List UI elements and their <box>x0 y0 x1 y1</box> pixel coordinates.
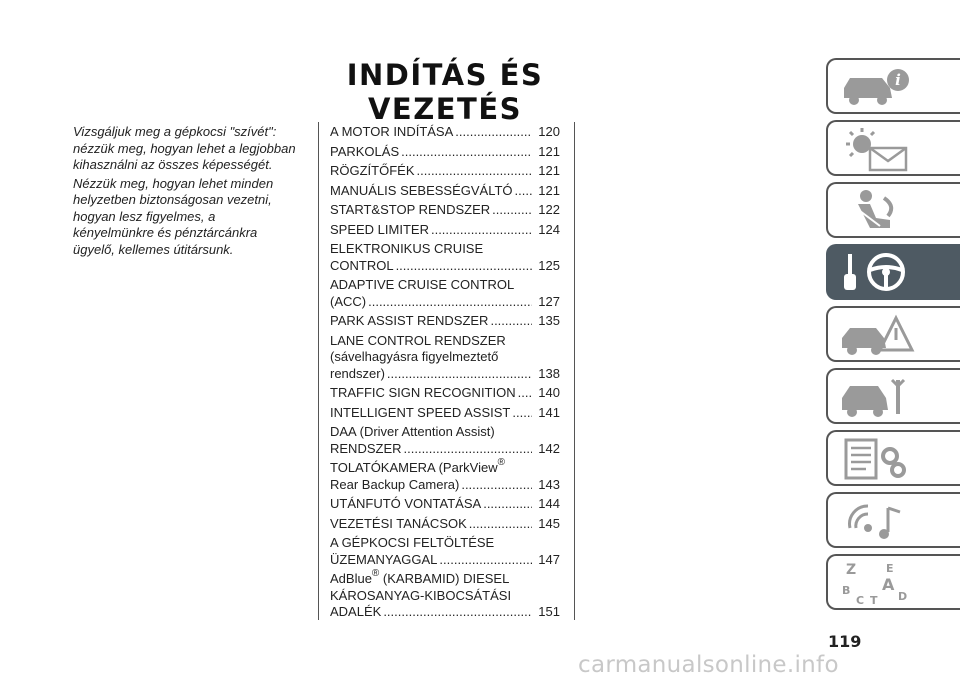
toc-entry-title-line: AdBlue® (KARBAMID) DIESEL <box>330 567 510 586</box>
toc-page-number: 141 <box>538 404 560 420</box>
page-title: INDÍTÁS ÉS VEZETÉS <box>346 58 544 126</box>
toc-entry[interactable] <box>330 124 560 141</box>
toc-page-number: 121 <box>538 182 560 198</box>
toc-entry-row <box>330 313 560 330</box>
toc-entry-title: PARKOLÁS <box>330 143 400 159</box>
column-divider-left <box>318 122 319 620</box>
toc-page-number: 122 <box>538 202 560 217</box>
index-letter: E <box>886 562 894 575</box>
toc-page-number: 135 <box>538 313 560 328</box>
toc-entry-row <box>330 552 560 569</box>
column-divider-right <box>574 122 575 620</box>
index-letter: A <box>882 575 895 594</box>
car-info-icon <box>836 64 916 110</box>
watermark: carmanualsonline.info <box>578 652 839 678</box>
index-letter: T <box>870 594 878 606</box>
toc-leader-dots <box>490 313 532 330</box>
toc-page-number: 125 <box>538 257 560 273</box>
intro-paragraph-1: Vizsgáljuk meg a gépkocsi "szívét": nézzük meg, hogyan lehet a legjobban kihasználni az összes képességét. <box>73 124 296 172</box>
toc-page-number: 127 <box>538 293 560 309</box>
toc-entry-title-line: TOLATÓKAMERA (ParkView® <box>330 456 505 475</box>
toc-leader-dots <box>417 163 533 180</box>
toc-entry-title: RENDSZER <box>330 440 402 456</box>
toc-page-number: 138 <box>538 365 560 381</box>
toc-entry-title: RÖGZÍTŐFÉK <box>330 163 415 178</box>
toc-entry-title: UTÁNFUTÓ VONTATÁSA <box>330 496 482 511</box>
toc-leader-dots <box>401 144 532 161</box>
toc-entry-title: START&STOP RENDSZER <box>330 202 491 217</box>
toc-entry[interactable] <box>330 333 560 383</box>
tab-emergency[interactable] <box>826 306 960 362</box>
key-steering-wheel-icon <box>836 250 916 296</box>
toc-page-number: 124 <box>538 221 560 237</box>
toc-page-number: 121 <box>538 163 560 178</box>
toc-entry-title: INTELLIGENT SPEED ASSIST <box>330 404 511 420</box>
toc-leader-dots <box>483 496 532 513</box>
toc-entry-title-line: A GÉPKOCSI FELTÖLTÉSE <box>330 535 495 550</box>
toc-entry-row <box>330 385 560 402</box>
toc-entry[interactable] <box>330 222 560 239</box>
toc-entry[interactable] <box>330 385 560 402</box>
tab-warning-lights[interactable] <box>826 120 960 176</box>
tab-technical-data[interactable] <box>826 430 960 486</box>
technical-data-icon <box>836 436 916 482</box>
tab-starting-driving[interactable] <box>826 244 960 300</box>
toc-entry-row <box>330 405 560 422</box>
toc-entry-row <box>330 496 560 513</box>
multimedia-icon <box>836 498 916 544</box>
toc-entry[interactable] <box>330 241 560 274</box>
tab-index[interactable] <box>826 554 960 610</box>
tab-multimedia[interactable] <box>826 492 960 548</box>
toc-entry-row <box>330 222 560 239</box>
toc-entry-title-line: ELEKTRONIKUS CRUISE <box>330 241 484 256</box>
toc-leader-dots <box>387 366 532 383</box>
toc-page-number: 151 <box>538 604 560 619</box>
toc-entry[interactable] <box>330 424 560 457</box>
toc-entry[interactable] <box>330 183 560 200</box>
toc-entry-row <box>330 202 560 219</box>
toc-entry-row <box>330 183 560 200</box>
toc-entry[interactable] <box>330 277 560 310</box>
toc-page-number: 142 <box>538 440 560 456</box>
toc-entry-title-line: ADAPTIVE CRUISE CONTROL <box>330 277 515 292</box>
toc-entry-title-line: DAA (Driver Attention Assist) <box>330 424 495 439</box>
toc-entry[interactable] <box>330 163 560 180</box>
toc-entry[interactable] <box>330 535 560 568</box>
toc-entry-row <box>330 124 560 141</box>
page-number: 119 <box>828 632 862 651</box>
toc-page-number: 140 <box>538 385 560 400</box>
toc-entry-title: A MOTOR INDÍTÁSA <box>330 124 454 139</box>
toc-entry[interactable] <box>330 405 560 422</box>
toc-page-number: 144 <box>538 496 560 511</box>
toc-leader-dots <box>431 222 532 239</box>
warning-lights-message-icon <box>836 126 916 172</box>
toc-entry-title: rendszer) <box>330 365 385 381</box>
toc-entry-title: SPEED LIMITER <box>330 221 429 237</box>
toc-entry[interactable] <box>330 567 560 621</box>
toc-entry-title: ADALÉK <box>330 604 382 619</box>
intro-paragraph-2: Nézzük meg, hogyan lehet minden helyzetben biztonságosan vezetni, hogyan lesz figyelmes, a kényelmünkre és pénztárcánkra ügyelő, kellemes útitársunk. <box>73 175 274 257</box>
index-letter: Z <box>846 562 857 578</box>
toc-page-number: 143 <box>538 476 560 492</box>
alphabetical-index-icon <box>836 560 916 606</box>
toc-entry[interactable] <box>330 202 560 219</box>
seat-airbag-icon <box>836 188 916 234</box>
tab-car-info[interactable] <box>826 58 960 114</box>
toc-page-number: 121 <box>538 143 560 159</box>
toc-entry[interactable] <box>330 496 560 513</box>
toc-entry[interactable] <box>330 516 560 533</box>
toc-leader-dots <box>515 183 533 200</box>
toc-entry-title: PARK ASSIST RENDSZER <box>330 313 489 328</box>
toc-entry-row <box>330 441 560 458</box>
table-of-contents <box>330 124 560 624</box>
toc-page-number: 147 <box>538 551 560 567</box>
tab-maintenance[interactable] <box>826 368 960 424</box>
toc-leader-dots <box>461 477 532 494</box>
toc-leader-dots <box>396 258 533 275</box>
toc-entry-title: TRAFFIC SIGN RECOGNITION <box>330 385 516 400</box>
toc-page-number: 120 <box>538 124 560 139</box>
toc-entry-title: VEZETÉSI TANÁCSOK <box>330 515 467 531</box>
toc-leader-dots <box>383 604 532 621</box>
toc-entry-row <box>330 366 560 383</box>
toc-entry-row <box>330 144 560 161</box>
svg-text:i: i <box>895 71 901 89</box>
toc-leader-dots <box>492 202 532 219</box>
toc-entry-row <box>330 163 560 180</box>
chapter-intro <box>73 124 298 260</box>
index-letter: C <box>856 594 865 606</box>
toc-leader-dots <box>518 385 533 402</box>
toc-entry-title: CONTROL <box>330 257 394 273</box>
toc-entry-title: ÜZEMANYAGGAL <box>330 551 438 567</box>
toc-entry-title-line: LANE CONTROL RENDSZER <box>330 332 506 348</box>
toc-entry-row <box>330 604 560 621</box>
toc-entry-title-line: KÁROSANYAG-KIBOCSÁTÁSI <box>330 587 512 603</box>
toc-leader-dots <box>404 441 533 458</box>
toc-leader-dots <box>455 124 532 141</box>
toc-entry[interactable] <box>330 456 560 493</box>
toc-leader-dots <box>512 405 532 422</box>
toc-entry-row <box>330 258 560 275</box>
toc-leader-dots <box>439 552 532 569</box>
toc-page-number: 145 <box>538 515 560 531</box>
toc-entry[interactable] <box>330 144 560 161</box>
toc-entry-row <box>330 294 560 311</box>
toc-entry-title: (ACC) <box>330 293 367 309</box>
tab-safety[interactable] <box>826 182 960 238</box>
toc-entry-row <box>330 516 560 533</box>
toc-leader-dots <box>469 516 533 533</box>
toc-entry-title-line: (sávelhagyásra figyelmeztető <box>330 349 499 364</box>
index-letter: D <box>898 590 908 603</box>
toc-entry[interactable] <box>330 313 560 330</box>
toc-entry-row <box>330 477 560 494</box>
index-letter: B <box>842 584 851 597</box>
toc-entry-title: MANUÁLIS SEBESSÉGVÁLTÓ <box>330 182 513 198</box>
toc-leader-dots <box>368 294 532 311</box>
toc-entry-title: Rear Backup Camera) <box>330 476 460 492</box>
car-emergency-icon <box>836 312 916 358</box>
car-maintenance-icon <box>836 374 916 420</box>
